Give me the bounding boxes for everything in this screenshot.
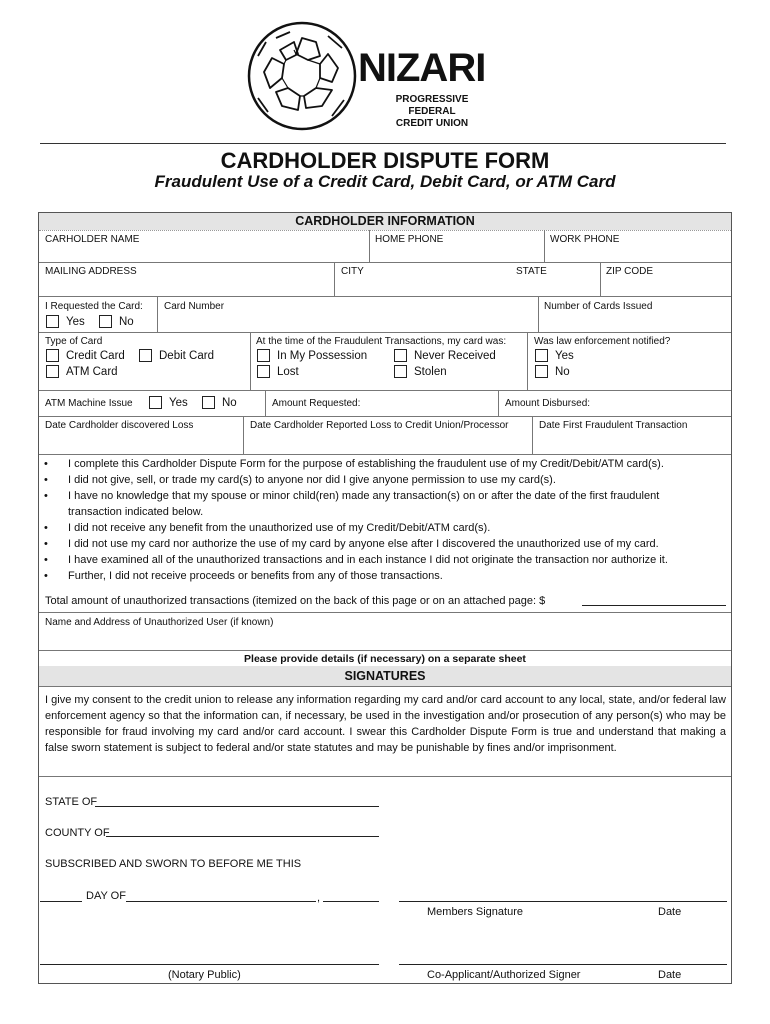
never-received-checkbox[interactable]: [394, 349, 407, 362]
hands-circle-logo-icon: [246, 20, 358, 132]
county-of-line[interactable]: [106, 836, 379, 837]
atm-issue-yes-label: Yes: [169, 397, 188, 409]
date-label: Date: [658, 906, 682, 918]
statement-item: • I have examined all of the unauthorized transactions and in each instance I did not originate the transaction nor authorize it.: [44, 554, 668, 566]
date-first-transaction-label: Date First Fraudulent Transaction: [539, 420, 688, 431]
year-line[interactable]: [323, 901, 379, 902]
unauthorized-user-label: Name and Address of Unauthorized User (if known): [45, 617, 274, 628]
requested-yes-checkbox[interactable]: [46, 315, 59, 328]
card-status-label: At the time of the Fraudulent Transactions, my card was:: [256, 336, 507, 347]
credit-card-checkbox[interactable]: [46, 349, 59, 362]
day-line[interactable]: [40, 901, 82, 902]
divider: [532, 416, 533, 454]
type-of-card-label: Type of Card: [45, 336, 103, 347]
sworn-label: SUBSCRIBED AND SWORN TO BEFORE ME THIS: [45, 858, 302, 870]
date-reported-label: Date Cardholder Reported Loss to Credit Union/Processor: [250, 420, 509, 431]
signatures-section-header: SIGNATURES: [39, 666, 731, 686]
never-received-label: Never Received: [414, 350, 496, 362]
in-possession-label: In My Possession: [277, 350, 368, 362]
statement-continuation: transaction indicated below.: [68, 506, 204, 518]
stolen-label: Stolen: [414, 366, 447, 378]
divider: [544, 230, 545, 262]
notary-signature-line[interactable]: [40, 964, 379, 965]
date-discovered-label: Date Cardholder discovered Loss: [45, 420, 194, 431]
brand-sub-line2: CREDIT UNION: [395, 118, 469, 129]
county-of-label: COUNTY OF: [45, 827, 110, 839]
atm-card-checkbox[interactable]: [46, 365, 59, 378]
lost-checkbox[interactable]: [257, 365, 270, 378]
amount-requested-label: Amount Requested:: [272, 398, 361, 409]
month-line[interactable]: [126, 901, 316, 902]
date-label: Date: [658, 969, 682, 981]
member-signature-line[interactable]: [399, 901, 727, 902]
amount-disbursed-label: Amount Disbursed:: [505, 398, 591, 409]
requested-card-label: I Requested the Card:: [45, 301, 143, 312]
divider: [39, 612, 731, 613]
law-no-label: No: [555, 366, 570, 378]
atm-card-label: ATM Card: [66, 366, 118, 378]
statements-list: [44, 456, 726, 584]
cardholder-name-label: CARHOLDER NAME: [45, 234, 140, 245]
divider: [265, 390, 266, 416]
home-phone-label: HOME PHONE: [375, 234, 444, 245]
divider: [334, 262, 335, 296]
divider: [39, 262, 731, 263]
consent-paragraph: I give my consent to the credit union to release any information regarding my card and/or card account to any local, state, and/or federal law enforcement agency so that the information can, if necessary, be used in the investigation and/or prosecution of any person(s) who may be responsible for fraud involving my card and/or card account. I swear this Cardholder Dispute Form is true and understand that making a false sworn statement is subject to federal and/or state statutes and may be punishable by fines and/or imprisonment.: [45, 694, 726, 754]
lost-label: Lost: [277, 366, 299, 378]
law-yes-label: Yes: [555, 350, 574, 362]
statement-item: • I did not receive any benefit from the unauthorized use of my Credit/Debit/ATM card(s).: [44, 522, 491, 534]
zip-code-label: ZIP CODE: [606, 266, 654, 277]
divider: [39, 230, 731, 231]
logo: [246, 20, 496, 132]
coapplicant-signature-line[interactable]: [399, 964, 727, 965]
requested-no-checkbox[interactable]: [99, 315, 112, 328]
divider: [157, 296, 158, 332]
atm-issue-no-label: No: [222, 397, 237, 409]
brand-sub-line1: PROGRESSIVE FEDERAL: [395, 94, 469, 117]
stolen-checkbox[interactable]: [394, 365, 407, 378]
day-of-label: DAY OF: [86, 890, 126, 902]
card-number-label: Card Number: [164, 301, 225, 312]
divider: [39, 686, 731, 687]
form-title: CARDHOLDER DISPUTE FORM: [220, 148, 550, 173]
cards-issued-label: Number of Cards Issued: [544, 301, 653, 312]
notary-public-label: (Notary Public): [168, 969, 241, 981]
statement-item: • I did not use my card nor authorize the use of my card by anyone else after I discovered the unauthorized use of my card.: [44, 538, 659, 550]
law-no-checkbox[interactable]: [535, 365, 548, 378]
total-amount-line[interactable]: [582, 605, 726, 606]
statement-item: • Further, I did not receive proceeds or benefits from any of those transactions.: [44, 570, 443, 582]
divider: [538, 296, 539, 332]
state-of-line[interactable]: [95, 806, 379, 807]
divider: [527, 332, 528, 390]
divider: [243, 416, 244, 454]
divider: [250, 332, 251, 390]
statement-item: • I did not give, sell, or trade my card(s) to anyone nor did I give anyone permission to use my card(s).: [44, 474, 556, 486]
cardholder-section-header: CARDHOLDER INFORMATION: [39, 213, 731, 230]
total-unauthorized-label: Total amount of unauthorized transactions (itemized on the back of this page or on an attached page: $: [45, 595, 546, 607]
divider: [39, 296, 731, 297]
statement-item: • I have no knowledge that my spouse or minor child(ren) made any transaction(s) on or after the date of the first fraudulent: [44, 490, 660, 502]
atm-issue-no-checkbox[interactable]: [202, 396, 215, 409]
debit-card-checkbox[interactable]: [139, 349, 152, 362]
brand-name: NIZARI: [358, 46, 486, 90]
divider: [498, 390, 499, 416]
members-signature-label: Members Signature: [427, 906, 523, 918]
credit-card-label: Credit Card: [66, 350, 125, 362]
divider: [600, 262, 601, 296]
divider: [39, 416, 731, 417]
requested-yes-label: Yes: [66, 316, 85, 328]
law-enforcement-label: Was law enforcement notified?: [534, 336, 671, 347]
brand-subtitle: [376, 94, 488, 130]
in-possession-checkbox[interactable]: [257, 349, 270, 362]
divider: [39, 390, 731, 391]
atm-issue-yes-checkbox[interactable]: [149, 396, 162, 409]
atm-issue-label: ATM Machine Issue: [45, 398, 133, 409]
divider: [40, 143, 726, 144]
work-phone-label: WORK PHONE: [550, 234, 620, 245]
divider: [39, 332, 731, 333]
divider: [39, 454, 731, 455]
state-of-label: STATE OF: [45, 796, 98, 808]
comma: ,: [317, 892, 321, 904]
city-label: CITY: [341, 266, 364, 277]
divider: [369, 230, 370, 262]
form-subtitle: Fraudulent Use of a Credit Card, Debit Card, or ATM Card: [154, 172, 616, 191]
mailing-address-label: MAILING ADDRESS: [45, 266, 137, 277]
divider: [39, 650, 731, 651]
coapplicant-label: Co-Applicant/Authorized Signer: [427, 969, 581, 981]
debit-card-label: Debit Card: [159, 350, 214, 362]
statement-item: • I complete this Cardholder Dispute Form for the purpose of establishing the fraudulent use of my Credit/Debit/ATM card(s).: [44, 458, 664, 470]
state-label: STATE: [516, 266, 547, 277]
requested-no-label: No: [119, 316, 134, 328]
details-note: Please provide details (if necessary) on a separate sheet: [244, 653, 526, 665]
law-yes-checkbox[interactable]: [535, 349, 548, 362]
divider: [39, 776, 731, 777]
